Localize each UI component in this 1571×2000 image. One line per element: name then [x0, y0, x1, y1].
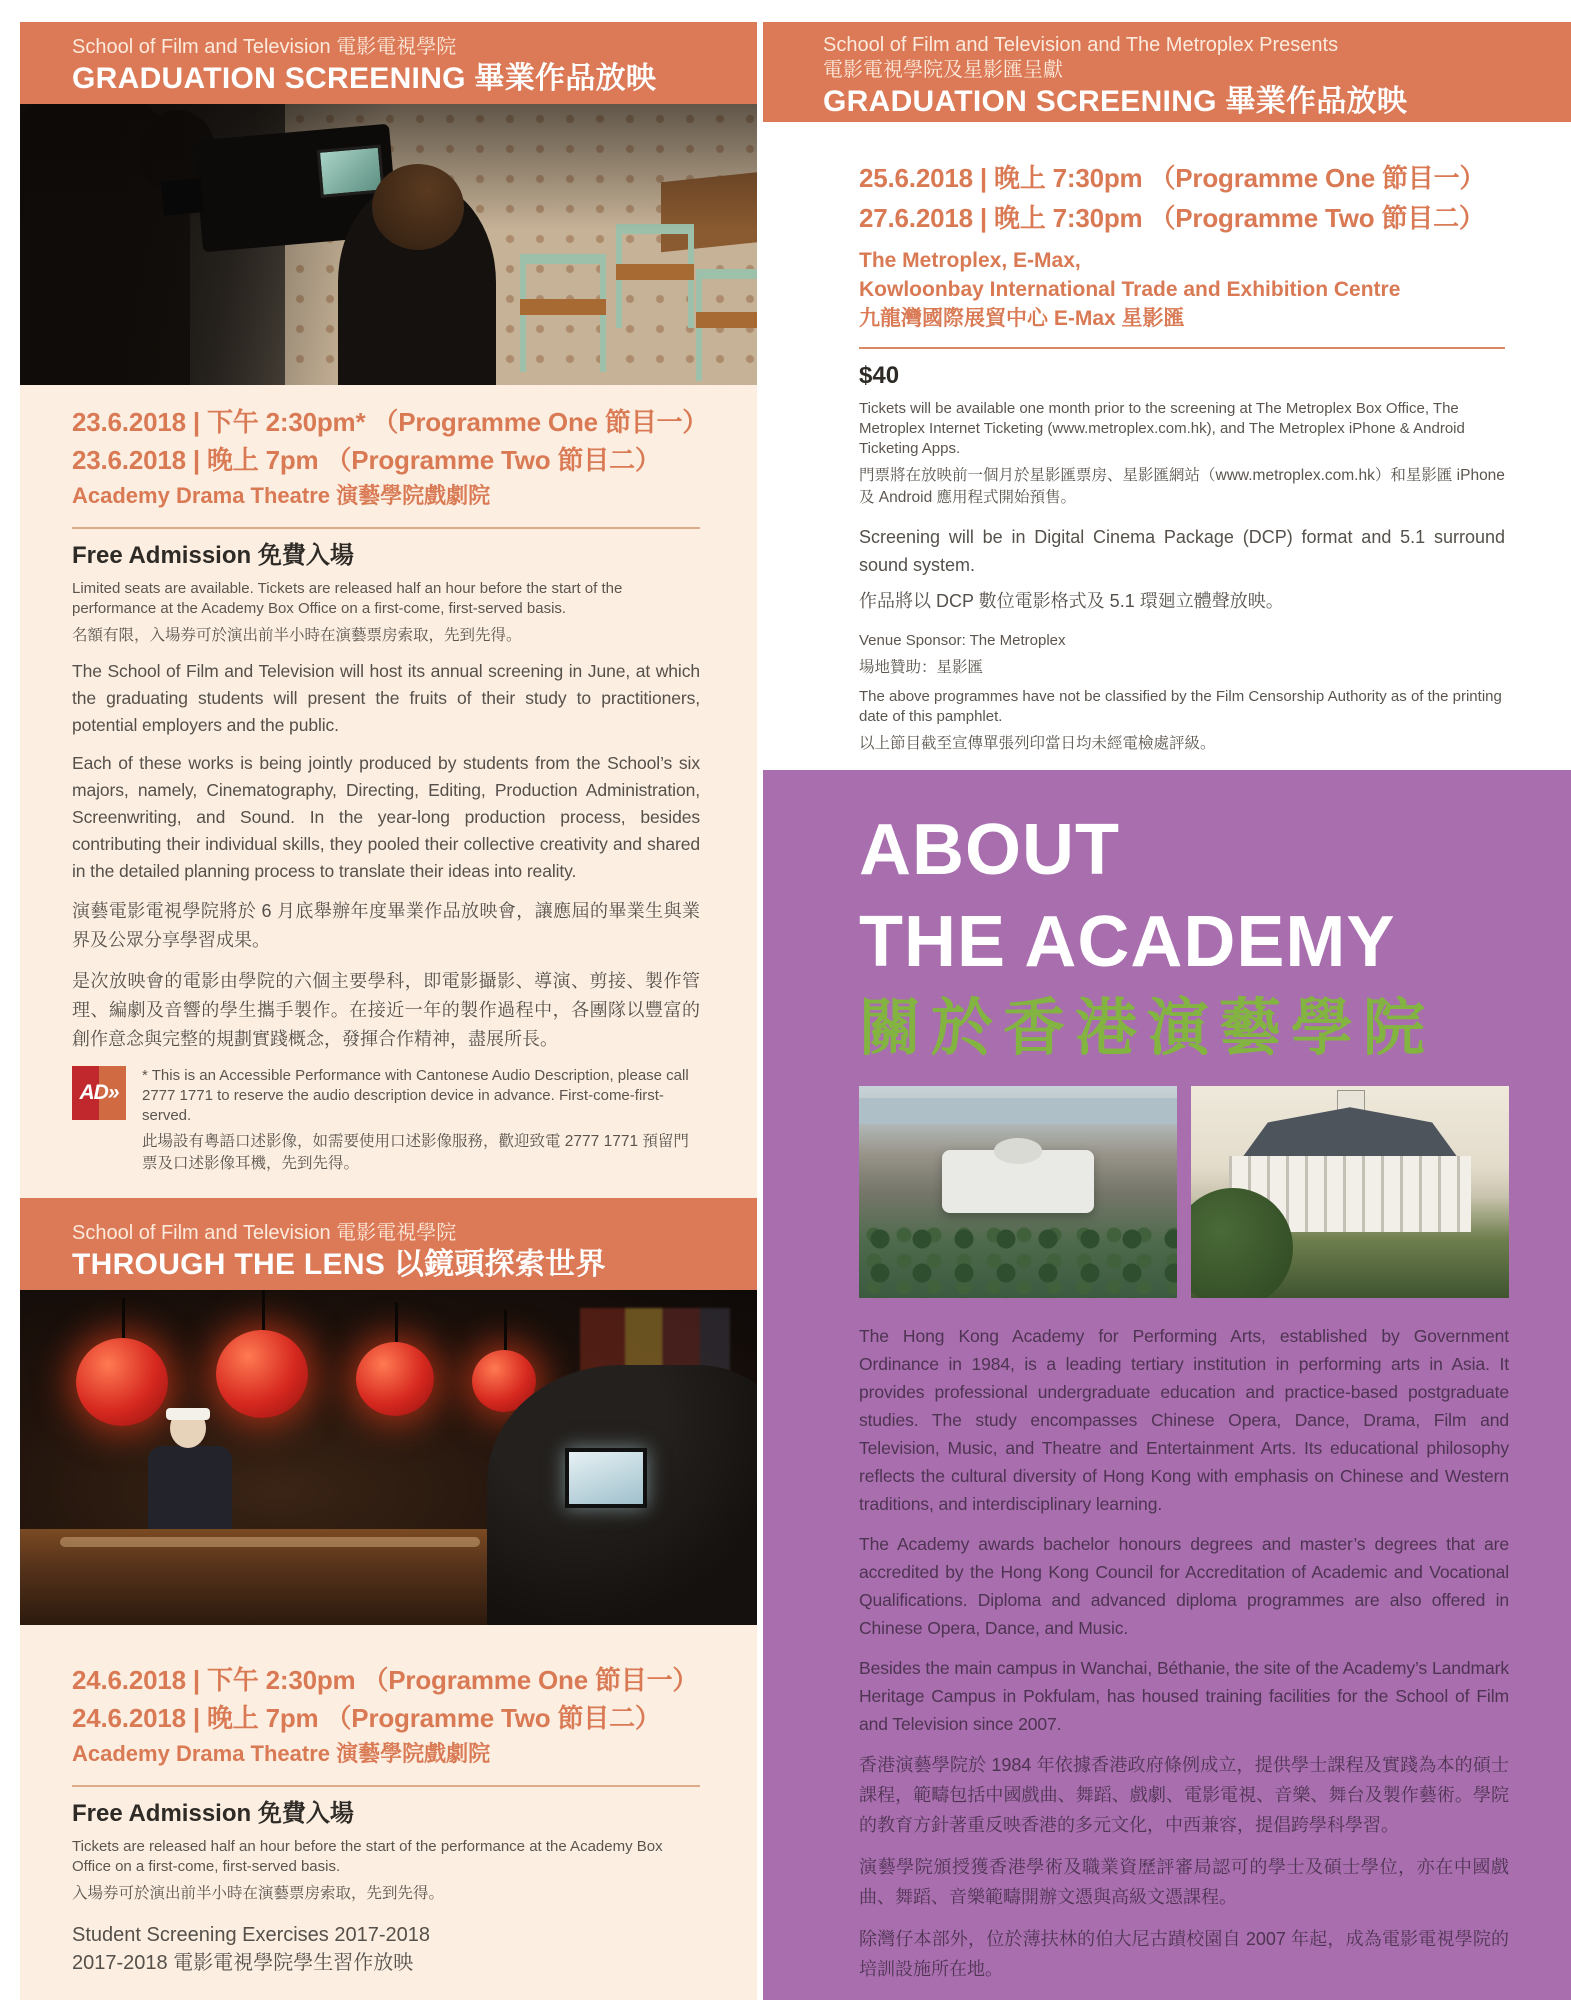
school-name: School of Film and Television 電影電視學院 [72, 36, 457, 58]
chef-headband [166, 1408, 210, 1420]
operator-hair [372, 164, 464, 250]
right-graduation-header [763, 22, 1571, 122]
venue-line: 九龍灣國際展貿中心 E-Max 星影匯 [859, 307, 1185, 330]
ad-note-zh: 此場設有粵語口述影像，如需要使用口述影像服務，歡迎致電 2777 1771 預留門票及口述影像耳機，先到先得。 [142, 1133, 689, 1172]
red-lantern [356, 1342, 434, 1416]
audio-description-note [72, 1066, 700, 1175]
venue-sponsor-en: Venue Sponsor: The Metroplex [859, 632, 1066, 649]
about-paragraph-en: The Hong Kong Academy for Performing Arts, established by Government Ordinance in 1984, is a leading tertiary institution in performing arts in Asia. It provides professional undergraduate education and practice-based postgraduate studies. The study encompasses Chinese Opera, Dance, Drama, Film and Television, Music, and Theatre and Entertainment Arts. Its educational philosophy reflects the cultural diversity of Hong Kong with emphasis on Chinese and Western traditions, and interdisciplinary learning. [859, 1326, 1509, 1514]
divider [72, 527, 700, 529]
date-line: 27.6.2018 | 晚上 7:30pm （Programme Two 節目二） [859, 203, 1485, 233]
venue-block [859, 246, 1505, 333]
academy-building [942, 1150, 1095, 1214]
venue-line: Academy Drama Theatre 演藝學院戲劇院 [72, 483, 491, 508]
date-line: 25.6.2018 | 晚上 7:30pm （Programme One 節目一） [859, 163, 1486, 193]
school-chair [616, 224, 694, 328]
screening-dates [72, 1661, 700, 1737]
body-paragraph-en: The School of Film and Television will host its annual screening in June, at which the graduating students will present the fruits of their study to practitioners, potential employers and the public. [72, 661, 700, 735]
section-title-graduation-screening: GRADUATION SCREENING 畢業作品放映 [823, 85, 1408, 118]
about-paragraph-zh: 除灣仔本部外，位於薄扶林的伯大尼古蹟校園自 2007 年起，成為電影電視學院的培訓設施所在地。 [859, 1929, 1509, 1979]
censorship-note-zh: 以上節目截至宣傳單張列印當日均未經電檢處評級。 [859, 735, 1216, 752]
photo-academy-aerial [859, 1086, 1177, 1298]
tickets-note-zh: 門票將在放映前一個月於星影匯票房、星影匯網站（www.metroplex.com.hk）和星影匯 iPhone 及 Android 應用程式開始預售。 [859, 467, 1505, 506]
series-title [72, 1921, 700, 1977]
date-line: 24.6.2018 | 晚上 7pm （Programme Two 節目二） [72, 1703, 661, 1733]
divider [859, 347, 1505, 349]
presenter-line-zh: 電影電視學院及星影匯呈獻 [823, 59, 1063, 81]
body-paragraph-en: Each of these works is being jointly produced by students from the School’s six majors, namely, Cinematography, Directing, Editing, Production Administration, Screenwriting, and Sound. In the year-long production process, besides contributing their individual skills, they pooled their collective creativity and shared in the detailed planning process to translate their ideas into reality. [72, 753, 700, 881]
about-paragraph-en: Besides the main campus in Wanchai, Béthanie, the site of the Academy’s Landmark Heritage Campus in Pokfulam, has housed training facilities for the School of Film and Television since 2007. [859, 1658, 1509, 1734]
censorship-note-en: The above programmes have not be classified by the Film Censorship Authority as of the printing date of this pamphlet. [859, 688, 1502, 725]
admission-note-zh: 入場券可於演出前半小時在演藝票房索取，先到先得。 [72, 1885, 445, 1902]
harbor-strip [859, 1098, 1177, 1124]
about-academy-section [763, 770, 1571, 2000]
admission-note-en: Tickets are released half an hour before the start of the performance at the Academy Box Office on a first-come, first-served basis. [72, 1838, 663, 1875]
audio-description-icon: AD» [72, 1066, 126, 1120]
series-title-zh: 2017-2018 電影電視學院學生習作放映 [72, 1952, 414, 1974]
series-title-en: Student Screening Exercises 2017-2018 [72, 1924, 431, 1946]
venue-sponsor-zh: 場地贊助：星影匯 [859, 659, 984, 676]
photo-film-set [20, 104, 757, 385]
red-lantern [216, 1330, 308, 1418]
admission-note-zh: 名額有限，入場券可於演出前半小時在演藝票房索取，先到先得。 [72, 627, 522, 644]
venue-line: Kowloonbay International Trade and Exhibition Centre [859, 278, 1401, 301]
audio-description-texts [142, 1066, 700, 1175]
date-line: 24.6.2018 | 下午 2:30pm （Programme One 節目一） [72, 1665, 699, 1695]
screening-dates [72, 403, 709, 479]
left-through-the-lens-header [20, 1198, 757, 1290]
body-paragraph-zh: 演藝電影電視學院將於 6 月底舉辦年度畢業作品放映會，讓應屆的畢業生與業界及公眾分享學習成果。 [72, 901, 700, 950]
about-paragraph-en: The Academy awards bachelor honours degrees and master’s degrees that are accredited by the Hong Kong Council for Accreditation of Academic and Vocational Qualifications. Diploma and advanced diploma programmes are also offered in Chinese Opera, Dance, and Music. [859, 1534, 1509, 1638]
about-paragraph-zh: 演藝學院頒授獲香港學術及職業資歷評審局認可的學士及碩士學位，亦在中國戲曲、舞蹈、音樂範疇開辦文憑與高級文憑課程。 [859, 1857, 1509, 1907]
left-screening-info [20, 385, 757, 1198]
section-title-through-the-lens: THROUGH THE LENS 以鏡頭探索世界 [72, 1248, 606, 1281]
red-lantern [76, 1338, 168, 1426]
format-note-en: Screening will be in Digital Cinema Package (DCP) format and 5.1 surround sound system. [859, 527, 1505, 575]
screening-dates [859, 158, 1505, 238]
divider [72, 1785, 700, 1787]
wooden-table [661, 170, 757, 253]
date-line: 23.6.2018 | 下午 2:30pm* （Programme One 節目一） [72, 407, 709, 437]
field-monitor [565, 1448, 647, 1508]
about-title-line2: THE ACADEMY [859, 902, 1396, 982]
building-roof [1242, 1107, 1458, 1158]
tree-canopy [859, 1222, 1177, 1298]
chef-figure [148, 1446, 232, 1542]
photo-bethanie-building [1191, 1086, 1509, 1298]
about-title-zh: 關於香港演藝學院 [859, 994, 1436, 1063]
admission-note-en: Limited seats are available. Tickets are released half an hour before the start of the performance at the Academy Box Office on a first-come, first-served basis. [72, 580, 623, 617]
about-paragraph-zh: 香港演藝學院於 1984 年依據香港政府條例成立，提供學士課程及實踐為本的碩士課程，範疇包括中國戲曲、舞蹈、戲劇、電影電視、音樂、舞台及製作藝術。學院的教育方針著重反映香港的多元文化，中西兼容，提倡跨學科學習。 [859, 1755, 1509, 1835]
section-title-graduation-screening: GRADUATION SCREENING 畢業作品放映 [72, 62, 657, 95]
school-name: School of Film and Television 電影電視學院 [72, 1222, 457, 1244]
ad-note-en: * This is an Accessible Performance with Cantonese Audio Description, please call 2777 1771 to reserve the audio description device in advance. First-come-first-served. [142, 1067, 689, 1124]
left-graduation-header [20, 22, 757, 104]
right-screening-info [763, 122, 1571, 755]
campus-photos [859, 1086, 1509, 1298]
venue-line: Academy Drama Theatre 演藝學院戲劇院 [72, 1741, 491, 1766]
left-screening2-info [20, 1625, 757, 2000]
body-paragraph-zh: 是次放映會的電影由學院的六個主要學科，即電影攝影、導演、剪接、製作管理、編劇及音響的學生攜手製作。在接近一年的製作過程中，各團隊以豐富的創作意念與完整的規劃實踐概念，發揮合作精神，盡展所長。 [72, 971, 700, 1049]
crew-silhouette [20, 104, 190, 385]
format-note-zh: 作品將以 DCP 數位電影格式及 5.1 環廻立體聲放映。 [859, 591, 1284, 611]
photo-izakaya-filming [20, 1290, 757, 1625]
tickets-note-en: Tickets will be available one month prior to the screening at The Metroplex Box Office, The Metroplex Internet Ticketing (www.metroplex.com.hk), and The Metroplex iPhone & Android Ticketing Apps. [859, 400, 1465, 457]
ticket-price: $40 [859, 362, 900, 389]
school-chair [520, 254, 606, 372]
free-admission-heading: Free Admission 免費入場 [72, 542, 354, 569]
school-chair [696, 269, 757, 381]
presenter-line-en: School of Film and Television and The Metroplex Presents [823, 34, 1339, 56]
date-line: 23.6.2018 | 晚上 7pm （Programme Two 節目二） [72, 445, 661, 475]
venue-line: The Metroplex, E-Max, [859, 249, 1081, 272]
free-admission-heading: Free Admission 免費入場 [72, 1800, 354, 1827]
about-title-line1: ABOUT [859, 810, 1120, 890]
